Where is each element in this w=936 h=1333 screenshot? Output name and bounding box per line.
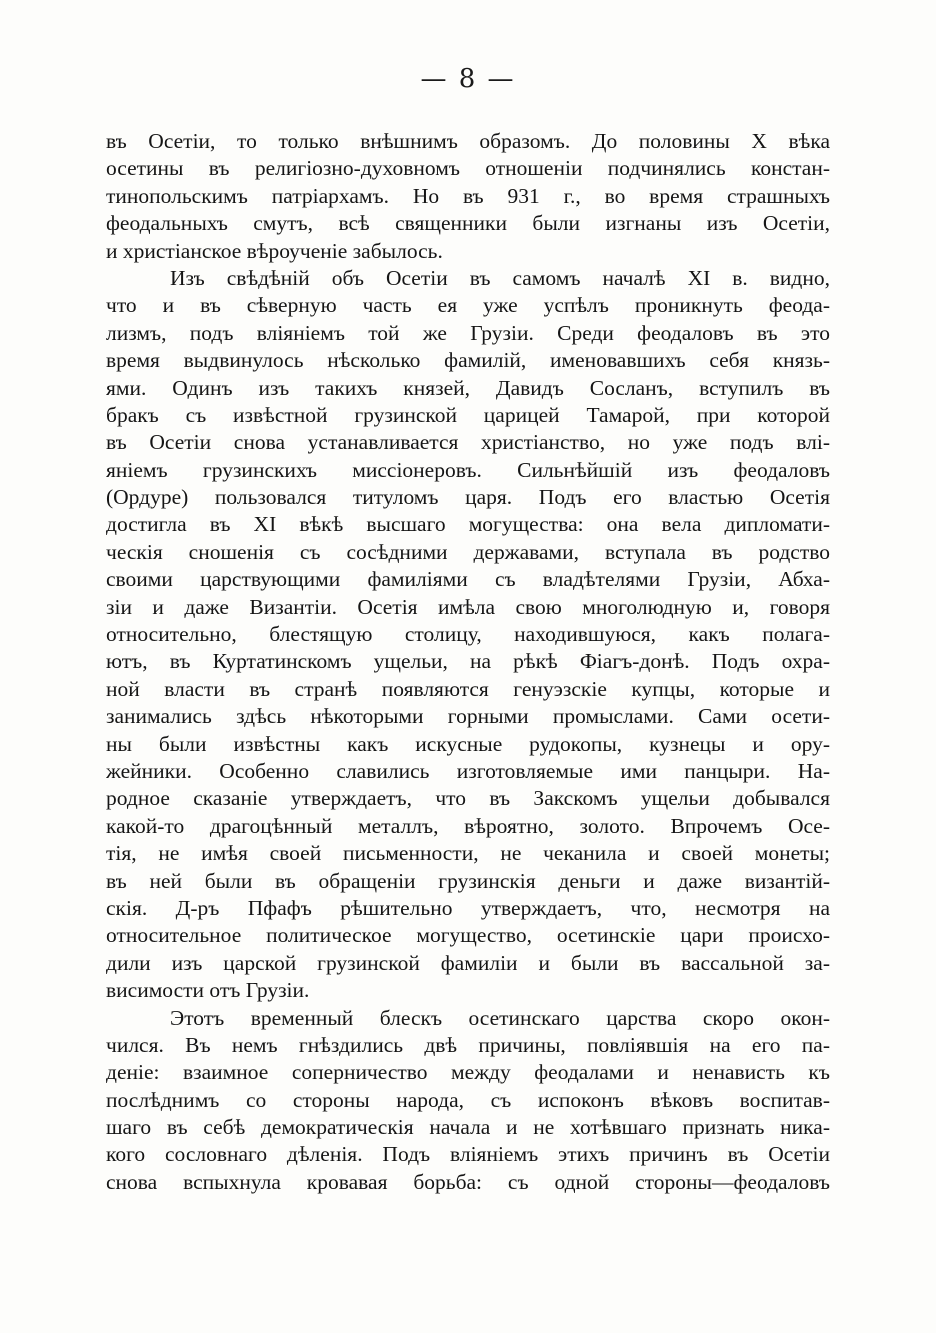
text-line: шаго въ себѣ демократическія начала и не хотѣвшаго признать ника-: [106, 1115, 830, 1140]
text-line: время выдвинулось нѣсколько фамилій, именовавшихъ себя князь-: [106, 348, 830, 373]
text-line: снова вспыхнула кровавая борьба: съ одной стороны—феодаловъ: [106, 1169, 830, 1194]
text-line: жейники. Особенно славились изготовляемые ими панцыри. На-: [106, 758, 830, 783]
text-line: родное сказаніе утверждаетъ, что въ Закскомъ ущельи добывался: [106, 786, 830, 811]
text-line: чился. Въ немъ гнѣздились двѣ причины, повліявшія на его па-: [106, 1032, 830, 1057]
body-text: [106, 128, 830, 1196]
text-line: (Ордуре) пользовался титуломъ царя. Подъ его властью Осетія: [106, 485, 830, 510]
text-line: осетины въ религіозно-духовномъ отношеніи подчинялись констан-: [106, 156, 830, 181]
text-line: ной власти въ странѣ появляются генуэзскіе купцы, которые и: [106, 676, 830, 701]
text-line: лизмъ, подъ вліяніемъ той же Грузіи. Среди феодаловъ въ это: [106, 320, 830, 345]
text-line: Этотъ временный блескъ осетинскаго царства скоро окон-: [170, 1005, 830, 1030]
text-line: достигла въ XI вѣкѣ высшаго могущества: она вела дипломати-: [106, 512, 830, 537]
text-line: феодальныхъ смутъ, всѣ священники были изгнаны изъ Осетіи,: [106, 211, 830, 236]
text-line: относительное политическое могущество, осетинскіе цари происхо-: [106, 923, 830, 948]
text-line: какой-то драгоцѣнный металлъ, вѣроятно, золото. Впрочемъ Осе-: [106, 813, 830, 838]
text-line: тинопольскимъ патріархамъ. Но въ 931 г., во время страшныхъ: [106, 183, 830, 208]
page-number: — 8 —: [420, 64, 516, 94]
text-line: яніемъ грузинскихъ миссіонеровъ. Сильнѣйшій изъ феодаловъ: [106, 457, 830, 482]
text-line: дили изъ царской грузинской фамиліи и были въ вассальной за-: [106, 950, 830, 975]
text-line: ютъ, въ Куртатинскомъ ущельи, на рѣкѣ Фіагъ-донѣ. Подъ охра-: [106, 649, 830, 674]
text-line: послѣднимъ со стороны народа, съ испоконъ вѣковъ воспитав-: [106, 1087, 830, 1112]
text-line: своими царствующими фамиліями съ владѣтелями Грузіи, Абха-: [106, 567, 830, 592]
text-line: зіи и даже Византіи. Осетія имѣла свою многолюдную и, говоря: [106, 594, 830, 619]
text-line: въ ней были въ обращеніи грузинскія деньги и даже византій-: [106, 868, 830, 893]
text-line: и христіанское вѣроученіе забылось.: [106, 238, 443, 263]
text-line: занимались здѣсь нѣкоторыми горными промыслами. Сами осети-: [106, 704, 830, 729]
text-line: что и въ сѣверную часть ея уже успѣлъ проникнуть феода-: [106, 293, 830, 318]
text-line: висимости отъ Грузіи.: [106, 978, 310, 1003]
text-line: ческія сношенія съ сосѣдними державами, вступала въ родство: [106, 539, 830, 564]
text-line: тія, не имѣя своей письменности, не чеканила и своей монеты;: [106, 841, 830, 866]
text-line: бракъ съ извѣстной грузинской царицей Тамарой, при которой: [106, 402, 830, 427]
text-line: ями. Одинъ изъ такихъ князей, Давидъ Сосланъ, вступилъ въ: [106, 375, 830, 400]
text-line: относительно, блестящую столицу, находившуюся, какъ полага-: [106, 622, 830, 647]
text-line: скія. Д-ръ Пфафъ рѣшительно утверждаетъ, что, несмотря на: [106, 895, 830, 920]
text-line: въ Осетіи снова устанавливается христіанство, но уже подъ влі-: [106, 430, 830, 455]
text-line: ны были извѣстны какъ искусные рудокопы, кузнецы и ору-: [106, 731, 830, 756]
text-line: деніе: взаимное соперничество между феодалами и ненависть къ: [106, 1060, 830, 1085]
text-line: кого сословнаго дѣленія. Подъ вліяніемъ этихъ причинъ въ Осетіи: [106, 1142, 830, 1167]
text-line: въ Осетіи, то только внѣшнимъ образомъ. До половины X вѣка: [106, 129, 830, 153]
text-line: Изъ свѣдѣній объ Осетіи въ самомъ началѣ XI в. видно,: [170, 265, 830, 290]
